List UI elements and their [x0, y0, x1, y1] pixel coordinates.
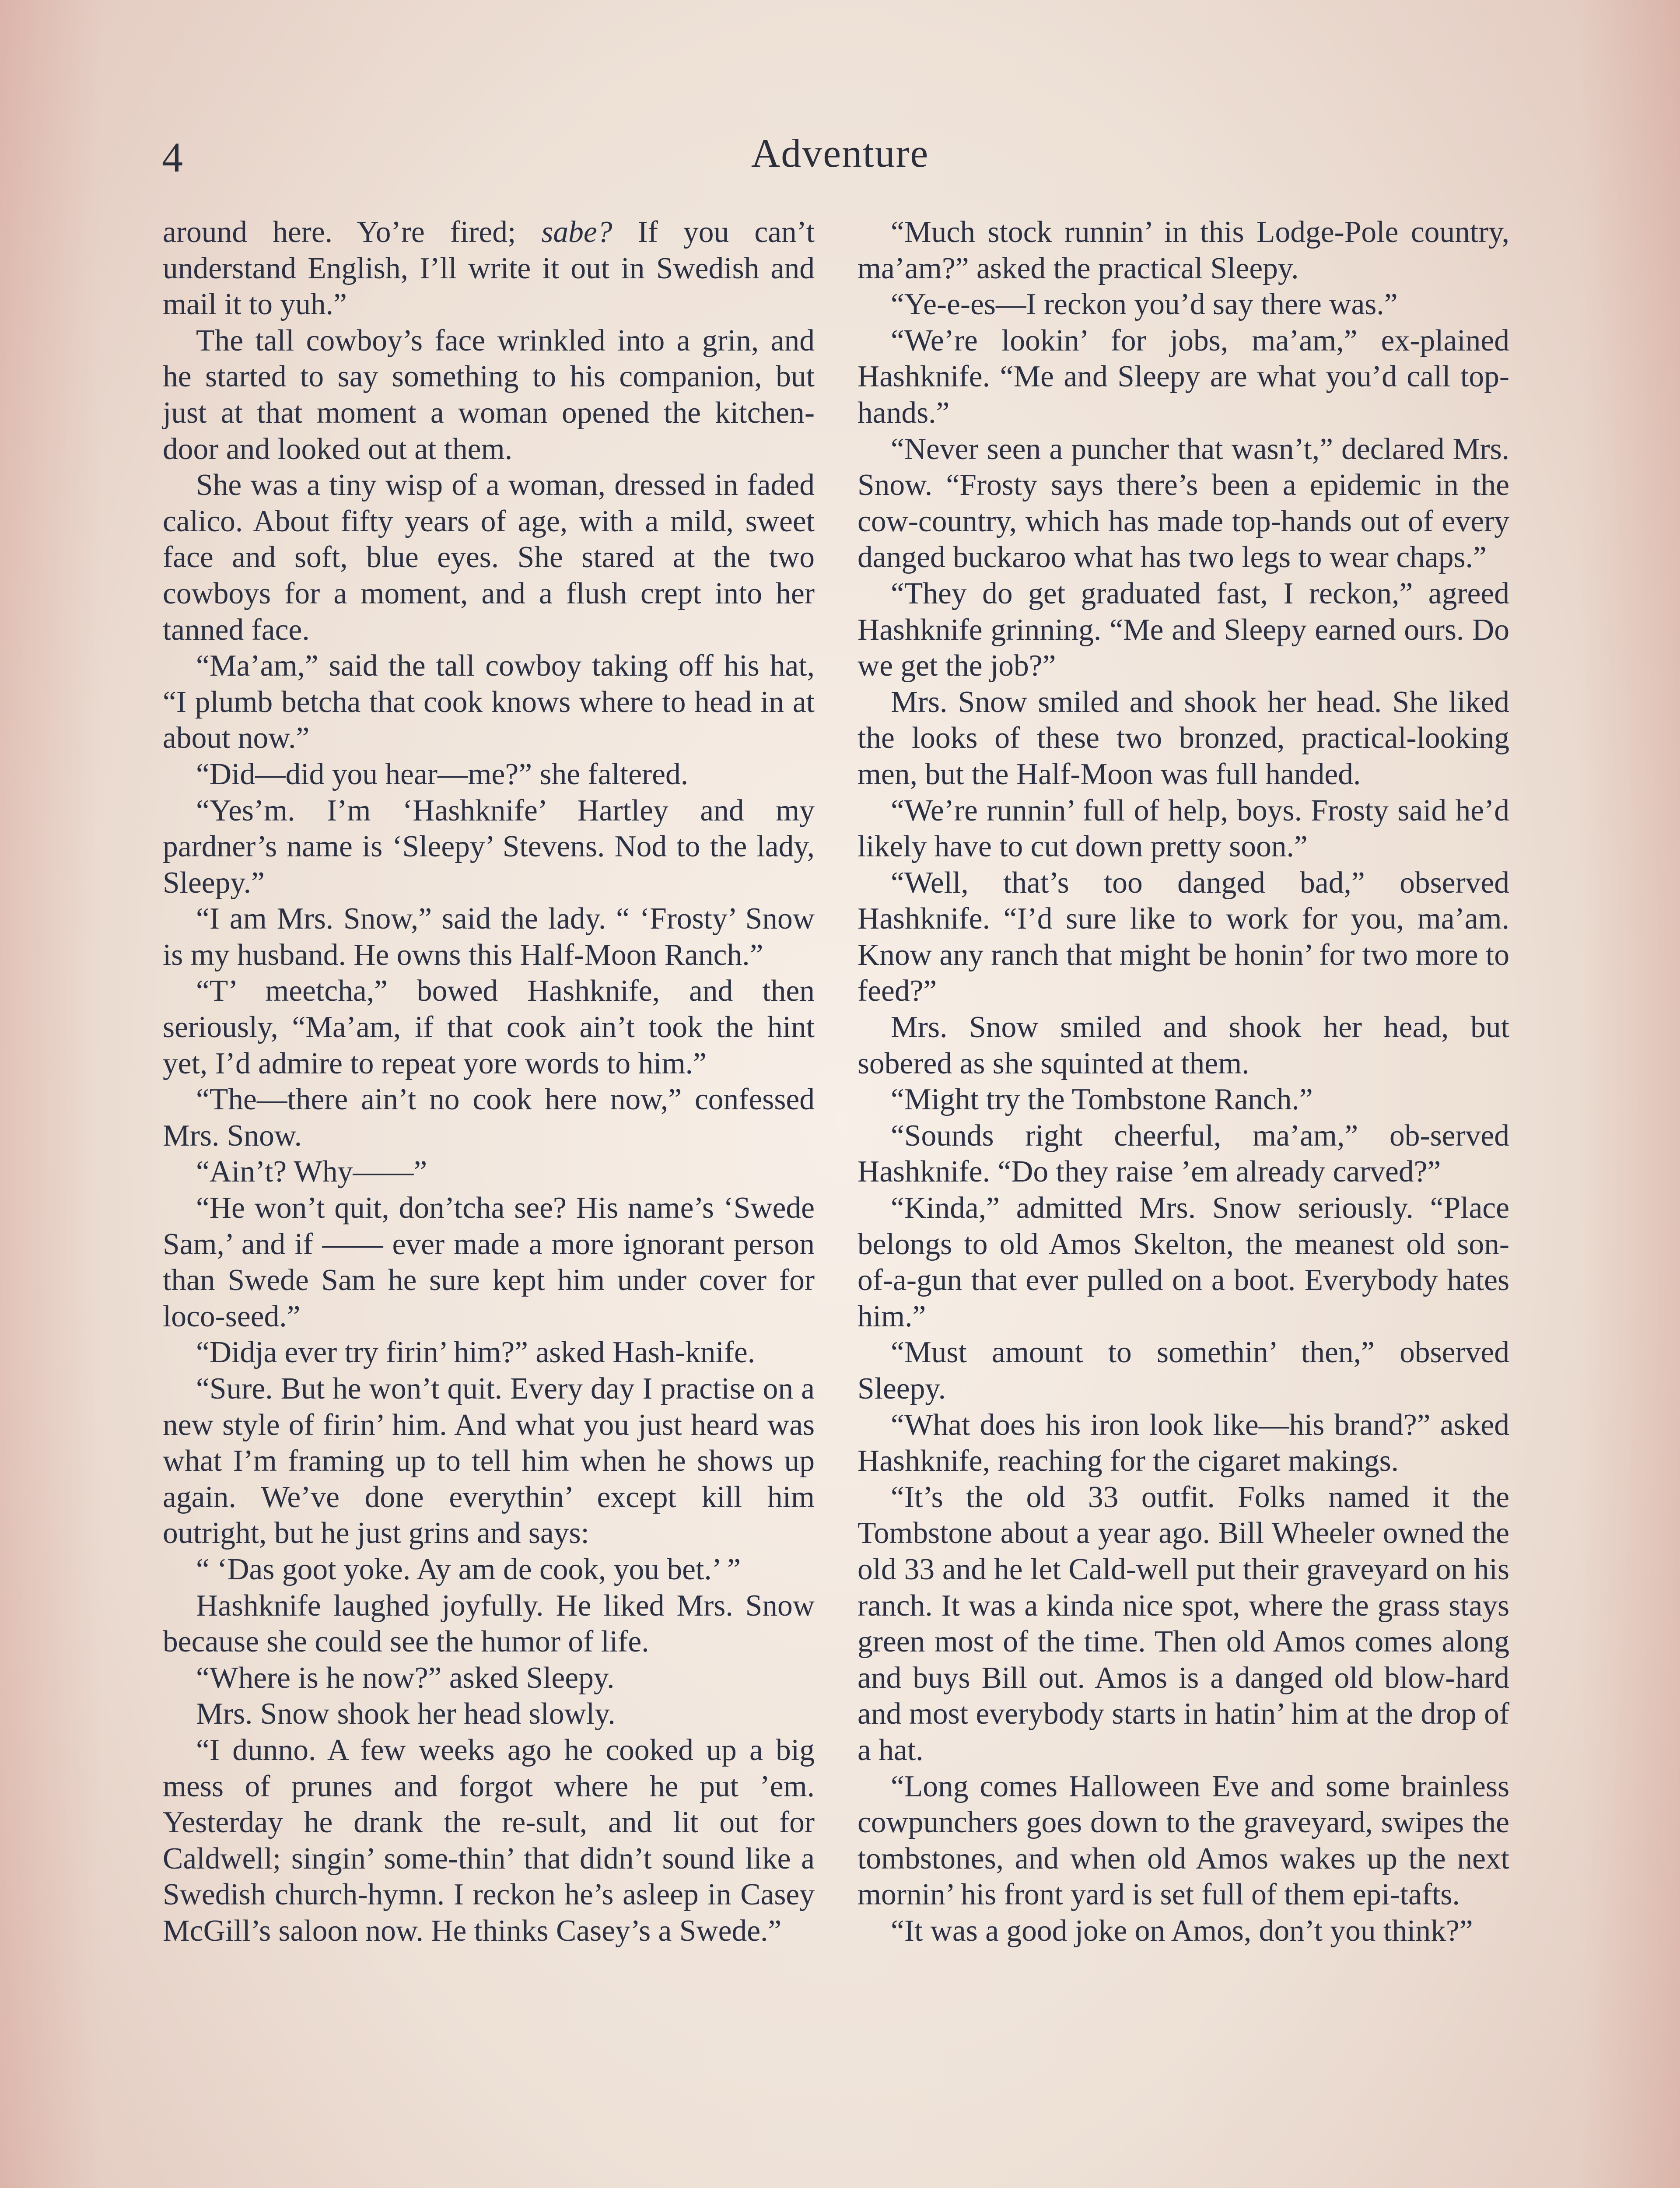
paragraph: “It’s the old 33 outfit. Folks named it the Tombstone about a year ago. Bill Wheeler owned the old 33 and he let Cald-well put their graveyard on his ranch. It was a kinda nice spot, where the grass stays green most of the time. Then old Amos comes along and buys Bill out. Amos is a danged old blow-hard and most everybody starts in hatin’ him at the drop of a hat.	[858, 1480, 1509, 1767]
page-number: 4	[162, 134, 183, 181]
paragraph: “Well, that’s too danged bad,” observed Hashknife. “I’d sure like to work for you, ma’am. Know any ranch that might be honin’ for two more to feed?”	[858, 866, 1509, 1008]
paragraph: “Yes’m. I’m ‘Hashknife’ Hartley and my pardner’s name is ‘Sleepy’ Stevens. Nod to the lady, Sleepy.”	[163, 793, 815, 900]
paragraph: “Long comes Halloween Eve and some brainless cowpunchers goes down to the graveyard, swipes the tombstones, and when old Amos wakes up the next mornin’ his front yard is set full of them epi-tafts.	[858, 1769, 1509, 1912]
paragraph: “What does his iron look like—his brand?” asked Hashknife, reaching for the cigaret makings.	[858, 1408, 1509, 1478]
paragraph: “T’ meetcha,” bowed Hashknife, and then seriously, “Ma’am, if that cook ain’t took the hint yet, I’d admire to repeat yore words to him.”	[163, 974, 815, 1080]
paragraph: “We’re lookin’ for jobs, ma’am,” ex-plained Hashknife. “Me and Sleepy are what you’d call top-hands.”	[858, 323, 1509, 430]
paragraph: “Much stock runnin’ in this Lodge-Pole country, ma’am?” asked the practical Sleepy.	[858, 215, 1509, 285]
paragraph: “It was a good joke on Amos, don’t you think?”	[891, 1914, 1473, 1948]
paragraph: “Ma’am,” said the tall cowboy taking off his hat, “I plumb betcha that cook knows where to head in at about now.”	[163, 649, 815, 755]
paragraph: “Didja ever try firin’ him?” asked Hash-knife.	[196, 1336, 756, 1370]
paragraph: Mrs. Snow smiled and shook her head. She liked the looks of these two bronzed, practical-looking men, but the Half-Moon was full handed.	[858, 685, 1509, 791]
paragraph: “Never seen a puncher that wasn’t,” declared Mrs. Snow. “Frosty says there’s been a epidemic in the cow-country, which has made top-hands out of every danged buckaroo what has two legs to wear chaps.”	[858, 432, 1509, 575]
left-text-column	[163, 214, 815, 1950]
paragraph: Hashknife laughed joyfully. He liked Mrs. Snow because she could see the humor of life.	[163, 1588, 815, 1659]
paragraph: “I am Mrs. Snow,” said the lady. “ ‘Frosty’ Snow is my husband. He owns this Half-Moon Ranch.”	[163, 902, 815, 972]
paragraph: “Sounds right cheerful, ma’am,” ob-served Hashknife. “Do they raise ’em already carved?”	[858, 1119, 1509, 1189]
paragraph: “Ain’t? Why——”	[196, 1155, 427, 1189]
paragraph: “ ‘Das goot yoke. Ay am de cook, you bet.’ ”	[196, 1552, 741, 1586]
paragraph: “He won’t quit, don’tcha see? His name’s ‘Swede Sam,’ and if —— ever made a more ignorant person than Swede Sam he sure kept him under cover for loco-seed.”	[163, 1191, 815, 1333]
paragraph: “The—there ain’t no cook here now,” confessed Mrs. Snow.	[163, 1083, 815, 1153]
paragraph: “Ye-e-es—I reckon you’d say there was.”	[891, 288, 1398, 322]
paragraph: “Kinda,” admitted Mrs. Snow seriously. “Place belongs to old Amos Skelton, the meanest old son-of-a-gun that ever pulled on a boot. Everybody hates him.”	[858, 1191, 1509, 1333]
paragraph: Mrs. Snow shook her head slowly.	[196, 1697, 616, 1731]
paragraph: around here. Yo’re fired; sabe? If you can’t understand English, I’ll write it out in Swedish and mail it to yuh.”	[163, 215, 815, 322]
page-header	[162, 127, 1518, 193]
paragraph: “Did—did you hear—me?” she faltered.	[196, 757, 689, 791]
paragraph: She was a tiny wisp of a woman, dressed in faded calico. About fifty years of age, with a mild, sweet face and soft, blue eyes. She stared at the two cowboys for a moment, and a flush crept into her tanned face.	[163, 468, 815, 647]
paragraph: “I dunno. A few weeks ago he cooked up a big mess of prunes and forgot where he put ’em. Yesterday he drank the re-sult, and lit out for Caldwell; singin’ some-thin’ that didn’t sound like a Swedish church-hymn. I reckon he’s asleep in Casey McGill’s saloon now. He thinks Casey’s a Swede.”	[163, 1733, 815, 1948]
paragraph: “They do get graduated fast, I reckon,” agreed Hashknife grinning. “Me and Sleepy earned ours. Do we get the job?”	[858, 576, 1509, 683]
paragraph: “Sure. But he won’t quit. Every day I practise on a new style of firin’ him. And what you just heard was what I’m framing up to tell him when he shows up again. We’ve done everythin’ except kill him outright, but he just grins and says:	[163, 1372, 815, 1550]
paragraph: “We’re runnin’ full of help, boys. Frosty said he’d likely have to cut down pretty soon.”	[858, 793, 1509, 864]
paragraph: “Where is he now?” asked Sleepy.	[196, 1661, 615, 1695]
paragraph: “Must amount to somethin’ then,” observed Sleepy.	[858, 1336, 1509, 1406]
paragraph: “Might try the Tombstone Ranch.”	[891, 1083, 1313, 1117]
page-title: Adventure	[751, 131, 929, 175]
paragraph: Mrs. Snow smiled and shook her head, but sobered as she squinted at them.	[858, 1010, 1509, 1080]
right-text-column	[858, 214, 1509, 1950]
paragraph: The tall cowboy’s face wrinkled into a grin, and he started to say something to his companion, but just at that moment a woman opened the kitchen-door and looked out at them.	[163, 323, 815, 466]
